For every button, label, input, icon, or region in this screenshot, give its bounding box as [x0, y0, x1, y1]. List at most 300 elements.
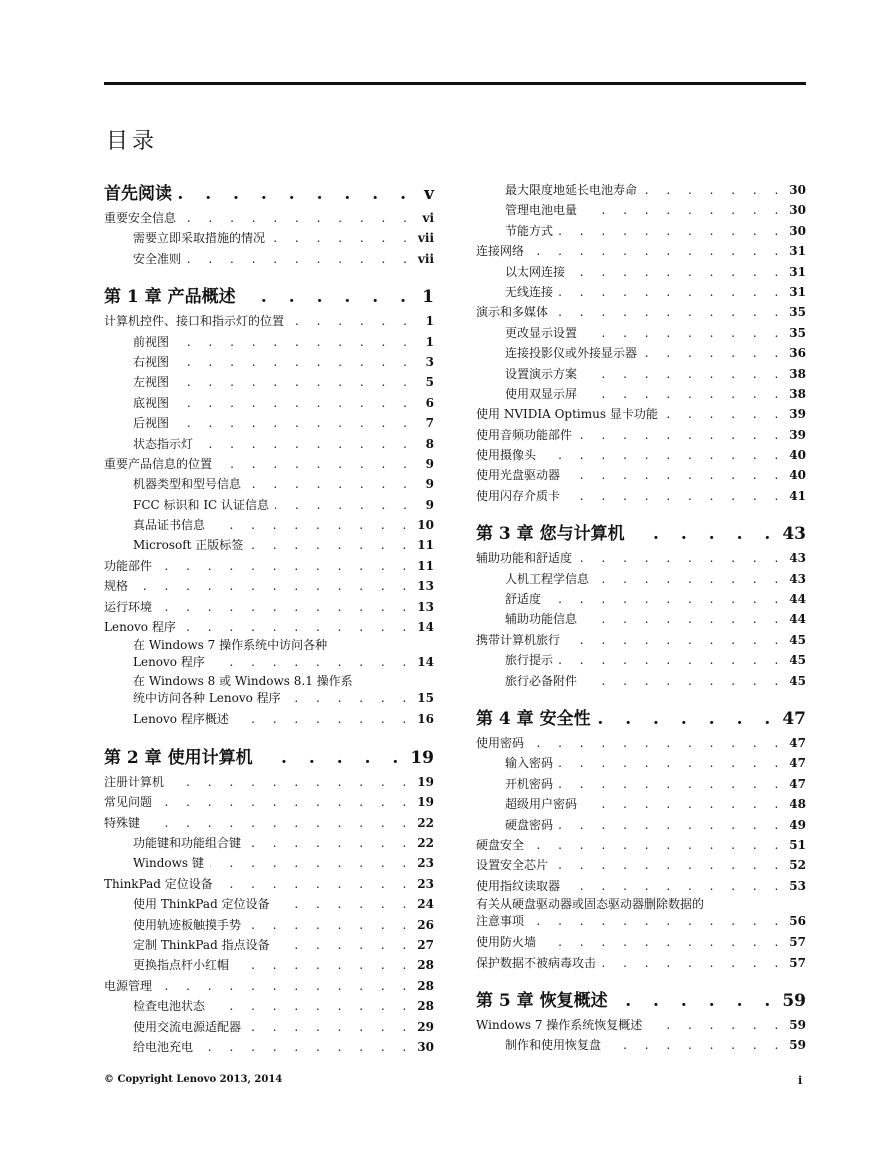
toc-entry-page: 44	[789, 612, 806, 627]
toc-chapter-entry[interactable]	[104, 283, 434, 311]
toc-leader-dots	[566, 486, 785, 506]
toc-leader-dots	[583, 384, 785, 404]
toc-entry-label: 设置安全芯片	[476, 858, 549, 873]
toc-entry-label: 使用密码	[476, 735, 525, 750]
toc-entry[interactable]	[476, 364, 806, 384]
toc-entry-page: 43	[789, 551, 806, 566]
toc-left-column	[104, 180, 434, 1057]
toc-leader-dots	[583, 200, 785, 220]
toc-entry[interactable]	[476, 815, 806, 835]
toc-leader-dots	[187, 249, 414, 269]
toc-leader-dots	[583, 671, 785, 691]
toc-leader-dots	[276, 935, 414, 955]
toc-leader-dots	[247, 474, 414, 494]
toc-chapter-label: 第 2 章 使用计算机	[104, 747, 253, 768]
toc-entry-label: 注册计算机	[104, 774, 165, 789]
toc-entry-page: 28	[417, 978, 434, 993]
toc-leader-dots	[547, 589, 785, 609]
toc-chapter-label: 首先阅读	[104, 184, 172, 204]
toc-entry-page: 40	[789, 448, 806, 463]
toc-leader-dots	[276, 894, 414, 914]
toc-entry-page: 43	[782, 524, 806, 545]
toc-entry-label: Microsoft 正版标签	[133, 538, 244, 553]
toc-entry-page: 30	[789, 203, 806, 218]
toc-leader-dots	[175, 393, 414, 413]
toc-leader-dots	[242, 283, 414, 311]
toc-entry-page: 13	[417, 599, 434, 614]
toc-leader-dots	[146, 813, 413, 833]
toc-entry-label: 给电池充电	[133, 1039, 194, 1054]
toc-entry-page: 51	[789, 837, 806, 852]
toc-entry[interactable]	[476, 486, 806, 506]
toc-leader-dots	[218, 454, 414, 474]
toc-entry-page: 27	[417, 937, 434, 952]
toc-entry-label: 更改显示设置	[505, 325, 578, 340]
toc-entry-label: 开机密码	[505, 776, 554, 791]
toc-entry-label: 使用指纹读取器	[476, 878, 561, 893]
toc-leader-dots	[287, 690, 414, 707]
toc-entry-label: 左视图	[133, 375, 170, 390]
toc-entry-page: 57	[789, 955, 806, 970]
top-rule	[104, 82, 806, 85]
toc-entry[interactable]	[476, 609, 806, 629]
toc-entry-page: 59	[789, 1017, 806, 1032]
toc-chapter-entry[interactable]	[476, 705, 806, 733]
toc-entry[interactable]	[104, 352, 434, 372]
toc-entry[interactable]	[104, 915, 434, 935]
toc-entry-label-continued: Lenovo 程序	[133, 655, 205, 670]
toc-leader-dots	[559, 221, 785, 241]
toc-chapter-label: 第 5 章 恢复概述	[476, 990, 608, 1011]
toc-leader-dots	[530, 835, 785, 855]
toc-entry-page: 26	[417, 917, 434, 932]
toc-entry-page: 57	[789, 935, 806, 950]
toc-entry-label: 使用 NVIDIA Optimus 显卡功能	[476, 407, 658, 422]
toc-chapter-entry[interactable]	[476, 520, 806, 548]
toc-leader-dots	[578, 425, 785, 445]
toc-entry-label: 机器类型和型号信息	[133, 477, 242, 492]
toc-chapter-entry[interactable]	[104, 180, 434, 208]
toc-leader-dots	[530, 913, 785, 930]
toc-entry-page: 11	[417, 538, 434, 553]
toc-entry-page: 39	[789, 407, 806, 422]
toc-entry[interactable]	[476, 733, 806, 753]
toc-leader-dots	[178, 180, 414, 208]
toc-entry-page: 9	[425, 456, 434, 471]
toc-leader-dots	[571, 262, 785, 282]
toc-entry[interactable]	[104, 673, 434, 709]
toc-entry[interactable]	[476, 241, 806, 261]
toc-entry[interactable]	[476, 569, 806, 589]
toc-entry-label-continued: 统中访问各种 Lenovo 程序	[133, 691, 281, 706]
toc-entry-page: 11	[417, 558, 434, 573]
page-title: 目录	[106, 129, 159, 154]
toc-leader-dots	[175, 332, 414, 352]
toc-entry-label: 常见问题	[104, 795, 153, 810]
toc-entry-label: 有关从硬盘驱动器或固态驱动器删除数据的	[476, 897, 705, 912]
toc-leader-dots	[170, 772, 413, 792]
toc-entry-label: 演示和多媒体	[476, 305, 549, 320]
toc-entry-page: 5	[425, 375, 434, 390]
toc-entry-label: 安全准则	[133, 251, 182, 266]
toc-entry-page: 13	[417, 579, 434, 594]
toc-entry-label: 计算机控件、接口和指示灯的位置	[104, 314, 285, 329]
toc-entry-label: 定制 ThinkPad 指点设备	[133, 937, 270, 952]
toc-entry-page: 3	[425, 354, 434, 369]
toc-entry-page: 31	[789, 284, 806, 299]
toc-entry[interactable]	[476, 753, 806, 773]
toc-entry-page: 59	[789, 1038, 806, 1053]
toc-leader-dots	[175, 352, 414, 372]
toc-chapter-label: 第 4 章 安全性	[476, 708, 591, 729]
toc-entry[interactable]	[104, 1037, 434, 1057]
toc-entry-label: 后视图	[133, 416, 170, 431]
toc-entry[interactable]	[476, 650, 806, 670]
toc-entry[interactable]	[104, 894, 434, 914]
toc-entry[interactable]	[476, 671, 806, 691]
toc-entry-page: 31	[789, 264, 806, 279]
toc-entry-page: 35	[789, 325, 806, 340]
toc-entry[interactable]	[104, 495, 434, 515]
toc-entry-page: 47	[782, 708, 806, 729]
toc-leader-dots	[247, 915, 413, 935]
toc-leader-dots	[199, 1037, 413, 1057]
toc-leader-dots	[275, 495, 414, 515]
toc-entry[interactable]	[476, 1015, 806, 1035]
toc-entry-page: 38	[789, 366, 806, 381]
toc-entry[interactable]	[476, 855, 806, 875]
toc-entry-page: 9	[425, 497, 434, 512]
toc-leader-dots	[158, 976, 413, 996]
toc-entry[interactable]	[104, 332, 434, 352]
toc-leader-dots	[271, 228, 414, 248]
toc-entry-label: 使用音频功能部件	[476, 427, 573, 442]
toc-leader-dots	[595, 569, 785, 589]
toc-entry[interactable]	[104, 413, 434, 433]
toc-entry-label: 携带计算机旅行	[476, 632, 561, 647]
toc-leader-dots	[566, 465, 785, 485]
toc-entry[interactable]	[104, 853, 434, 873]
toc-entry-label: 在 Windows 8 或 Windows 8.1 操作系	[133, 674, 353, 689]
toc-leader-dots	[235, 709, 413, 729]
toc-entry-page: 19	[410, 747, 434, 768]
toc-entry-label: 检查电池状态	[133, 999, 206, 1014]
toc-entry-label: 使用 ThinkPad 定位设备	[133, 897, 270, 912]
toc-leader-dots	[583, 609, 785, 629]
toc-entry-label: 使用闪存介质卡	[476, 488, 561, 503]
toc-entry-page: 23	[417, 856, 434, 871]
toc-entry-page: 19	[417, 774, 434, 789]
toc-entry-label: 管理电池电量	[505, 203, 578, 218]
toc-entry[interactable]	[476, 548, 806, 568]
toc-leader-dots	[290, 311, 414, 331]
toc-entry-page: 29	[417, 1019, 434, 1034]
toc-entry-page: 36	[789, 346, 806, 361]
toc-entry-label: 右视图	[133, 354, 170, 369]
toc-entry[interactable]	[476, 896, 806, 932]
toc-entry-label: 辅助功能和舒适度	[476, 551, 573, 566]
toc-entry[interactable]	[104, 955, 434, 975]
toc-entry[interactable]	[104, 556, 434, 576]
toc-entry-page: 6	[425, 395, 434, 410]
toc-leader-dots	[631, 520, 779, 548]
toc-entry-label: 连接网络	[476, 244, 525, 259]
toc-entry-label: 旅行提示	[505, 653, 554, 668]
toc-entry-page: 39	[789, 427, 806, 442]
toc-entry-label: 舒适度	[505, 592, 542, 607]
toc-entry[interactable]	[104, 535, 434, 555]
toc-entry[interactable]	[104, 813, 434, 833]
toc-entry-page: 28	[417, 999, 434, 1014]
toc-leader-dots	[566, 630, 785, 650]
toc-leader-dots	[554, 302, 785, 322]
toc-entry-label: 底视图	[133, 395, 170, 410]
toc-entry-label: 重要安全信息	[104, 211, 177, 225]
toc-entry-label: 使用双显示屏	[505, 386, 578, 401]
toc-entry[interactable]	[476, 404, 806, 424]
toc-entry-page: 30	[789, 183, 806, 197]
toc-entry[interactable]	[476, 180, 806, 200]
toc-leader-dots	[158, 556, 413, 576]
toc-entry[interactable]	[104, 637, 434, 673]
toc-entry-page: 19	[417, 795, 434, 810]
toc-entry-page: 47	[789, 776, 806, 791]
toc-entry[interactable]	[104, 935, 434, 955]
toc-entry[interactable]	[476, 794, 806, 814]
toc-leader-dots	[578, 548, 785, 568]
toc-entry[interactable]	[476, 835, 806, 855]
toc-entry[interactable]	[476, 774, 806, 794]
toc-entry-page: 24	[417, 897, 434, 912]
toc-entry[interactable]	[104, 1017, 434, 1037]
toc-entry-label: 功能部件	[104, 558, 153, 573]
toc-entry[interactable]	[104, 976, 434, 996]
toc-entry-page: 40	[789, 468, 806, 483]
toc-entry-page: 15	[417, 691, 434, 706]
toc-entry-page: 1	[425, 314, 434, 329]
toc-chapter-label: 第 3 章 您与计算机	[476, 524, 625, 545]
toc-entry-page: 8	[425, 436, 434, 451]
toc-right-column	[476, 180, 806, 1056]
toc-entry-label: 无线连接	[505, 284, 554, 299]
toc-entry[interactable]	[104, 249, 434, 269]
toc-entry-page: 53	[789, 878, 806, 893]
toc-entry-label: 以太网连接	[505, 264, 566, 279]
toc-entry[interactable]	[104, 874, 434, 894]
toc-entry-label: ThinkPad 定位设备	[104, 876, 213, 891]
toc-entry-page: 28	[417, 958, 434, 973]
toc-entry-page: 41	[789, 488, 806, 503]
toc-entry-label: 状态指示灯	[133, 436, 194, 451]
toc-leader-dots	[182, 617, 413, 637]
toc-leader-dots	[583, 323, 785, 343]
toc-entry-page: 52	[789, 858, 806, 873]
toc-leader-dots	[542, 932, 785, 952]
toc-leader-dots	[158, 792, 413, 812]
toc-entry-label: 运行环境	[104, 599, 153, 614]
toc-leader-dots	[182, 208, 414, 228]
toc-leader-dots	[158, 597, 413, 617]
toc-entry[interactable]	[104, 208, 434, 228]
toc-entry-page: 22	[417, 835, 434, 850]
toc-entry-page: 16	[417, 712, 434, 727]
toc-leader-dots	[559, 650, 785, 670]
toc-entry[interactable]	[104, 833, 434, 853]
toc-leader-dots	[175, 372, 414, 392]
toc-entry[interactable]	[104, 996, 434, 1016]
toc-entry-label: 人机工程学信息	[505, 571, 590, 586]
toc-entry-page: 47	[789, 735, 806, 750]
toc-leader-dots	[554, 855, 785, 875]
toc-chapter-entry[interactable]	[104, 744, 434, 772]
toc-entry[interactable]	[104, 311, 434, 331]
toc-leader-dots	[643, 343, 785, 363]
toc-entry-page: 31	[789, 244, 806, 259]
toc-entry-label: 特殊键	[104, 815, 141, 830]
toc-entry-page: 45	[789, 632, 806, 647]
toc-entry[interactable]	[476, 282, 806, 302]
toc-entry[interactable]	[476, 200, 806, 220]
toc-leader-dots	[247, 833, 413, 853]
toc-entry[interactable]	[476, 221, 806, 241]
toc-leader-dots	[259, 744, 407, 772]
toc-entry[interactable]	[476, 384, 806, 404]
toc-leader-dots	[530, 733, 785, 753]
toc-entry-page: 45	[789, 653, 806, 668]
toc-entry[interactable]	[104, 434, 434, 454]
toc-entry-page: 56	[789, 914, 806, 929]
toc-entry-page: 38	[789, 386, 806, 401]
toc-entry-label: Lenovo 程序概述	[133, 712, 229, 727]
toc-entry[interactable]	[104, 597, 434, 617]
toc-entry[interactable]	[476, 323, 806, 343]
toc-leader-dots	[219, 874, 414, 894]
toc-entry-label: Windows 键	[133, 856, 204, 871]
toc-entry-label: 前视图	[133, 334, 170, 349]
toc-entry[interactable]	[104, 576, 434, 596]
toc-entry[interactable]	[476, 302, 806, 322]
toc-leader-dots	[559, 753, 785, 773]
toc-entry[interactable]	[476, 445, 806, 465]
toc-leader-dots	[597, 705, 779, 733]
toc-entry[interactable]	[476, 343, 806, 363]
toc-entry-label: 电源管理	[104, 978, 153, 993]
toc-entry-page: 49	[789, 817, 806, 832]
toc-entry-page: vi	[422, 211, 434, 225]
toc-entry-label: 真品证书信息	[133, 518, 206, 533]
toc-entry-page: 30	[417, 1039, 434, 1054]
toc-entry-label: 制作和使用恢复盘	[505, 1038, 602, 1053]
toc-entry[interactable]	[476, 262, 806, 282]
toc-entry[interactable]	[476, 630, 806, 650]
toc-entry[interactable]	[104, 772, 434, 792]
toc-entry-page: 1	[422, 287, 434, 308]
toc-entry-label: 规格	[104, 579, 129, 594]
toc-entry[interactable]	[476, 932, 806, 952]
toc-entry-page: 35	[789, 305, 806, 320]
toc-entry[interactable]	[104, 709, 434, 729]
toc-leader-dots	[559, 815, 785, 835]
toc-leader-dots	[530, 241, 785, 261]
toc-entry[interactable]	[104, 515, 434, 535]
toc-entry-page: 14	[417, 655, 434, 670]
toc-entry[interactable]	[104, 228, 434, 248]
toc-entry[interactable]	[476, 1035, 806, 1055]
toc-entry[interactable]	[476, 953, 806, 973]
toc-entry-label: 更换指点杆小红帽	[133, 958, 230, 973]
toc-entry-page: 9	[425, 477, 434, 492]
toc-entry-label: 使用光盘驱动器	[476, 468, 561, 483]
toc-entry-label: 节能方式	[505, 223, 554, 238]
toc-leader-dots	[559, 774, 785, 794]
toc-leader-dots	[542, 445, 785, 465]
toc-leader-dots	[247, 1017, 413, 1037]
toc-entry[interactable]	[104, 454, 434, 474]
toc-entry[interactable]	[476, 465, 806, 485]
toc-entry[interactable]	[104, 792, 434, 812]
toc-leader-dots	[134, 576, 413, 596]
toc-entry-label: 使用摄像头	[476, 448, 537, 463]
toc-leader-dots	[602, 953, 785, 973]
toc-entry-page: 22	[417, 815, 434, 830]
toc-entry-page: 23	[417, 876, 434, 891]
toc-entry-page: 45	[789, 673, 806, 688]
toc-entry[interactable]	[104, 372, 434, 392]
toc-entry-label: 超级用户密码	[505, 797, 578, 812]
toc-entry-page: vii	[417, 251, 434, 266]
toc-entry[interactable]	[476, 425, 806, 445]
toc-entry-label: 硬盘安全	[476, 837, 525, 852]
toc-entry[interactable]	[476, 876, 806, 896]
toc-entry-page: 47	[789, 756, 806, 771]
toc-leader-dots	[664, 404, 785, 424]
toc-chapter-entry[interactable]	[476, 987, 806, 1015]
toc-entry-label: 功能键和功能组合键	[133, 835, 242, 850]
toc-entry-label: 旅行必备附件	[505, 673, 578, 688]
toc-entry-page: v	[424, 184, 434, 204]
toc-leader-dots	[607, 1035, 785, 1055]
toc-leader-dots	[583, 794, 785, 814]
toc-chapter-label: 第 1 章 产品概述	[104, 287, 236, 308]
toc-entry-label: 使用交流电源适配器	[133, 1019, 242, 1034]
toc-leader-dots	[648, 1015, 785, 1035]
toc-entry-label: 保护数据不被病毒攻击	[476, 955, 597, 970]
toc-entry-page: 43	[789, 571, 806, 586]
toc-entry-label: 使用轨迹板触摸手势	[133, 917, 242, 932]
footer-page-number: i	[798, 1074, 803, 1087]
toc-entry-page: vii	[417, 231, 434, 246]
toc-leader-dots	[211, 996, 413, 1016]
toc-entry-label: 连接投影仪或外接显示器	[505, 346, 638, 361]
toc-entry[interactable]	[476, 589, 806, 609]
toc-leader-dots	[583, 364, 785, 384]
toc-entry-label-continued: 注意事项	[476, 914, 525, 929]
toc-entry-label: 最大限度地延长电池寿命	[505, 183, 638, 197]
toc-entry-label: 辅助功能信息	[505, 612, 578, 627]
toc-entry-page: 10	[417, 518, 434, 533]
toc-leader-dots	[643, 180, 785, 200]
toc-leader-dots	[235, 955, 413, 975]
toc-entry[interactable]	[104, 393, 434, 413]
toc-entry-page: 48	[789, 797, 806, 812]
toc-entry[interactable]	[104, 474, 434, 494]
toc-entry[interactable]	[104, 617, 434, 637]
footer-copyright: © Copyright Lenovo 2013, 2014	[104, 1074, 283, 1085]
toc-leader-dots	[249, 535, 413, 555]
toc-entry-page: 14	[417, 620, 434, 635]
toc-leader-dots	[566, 876, 785, 896]
toc-entry-label: 输入密码	[505, 756, 554, 771]
